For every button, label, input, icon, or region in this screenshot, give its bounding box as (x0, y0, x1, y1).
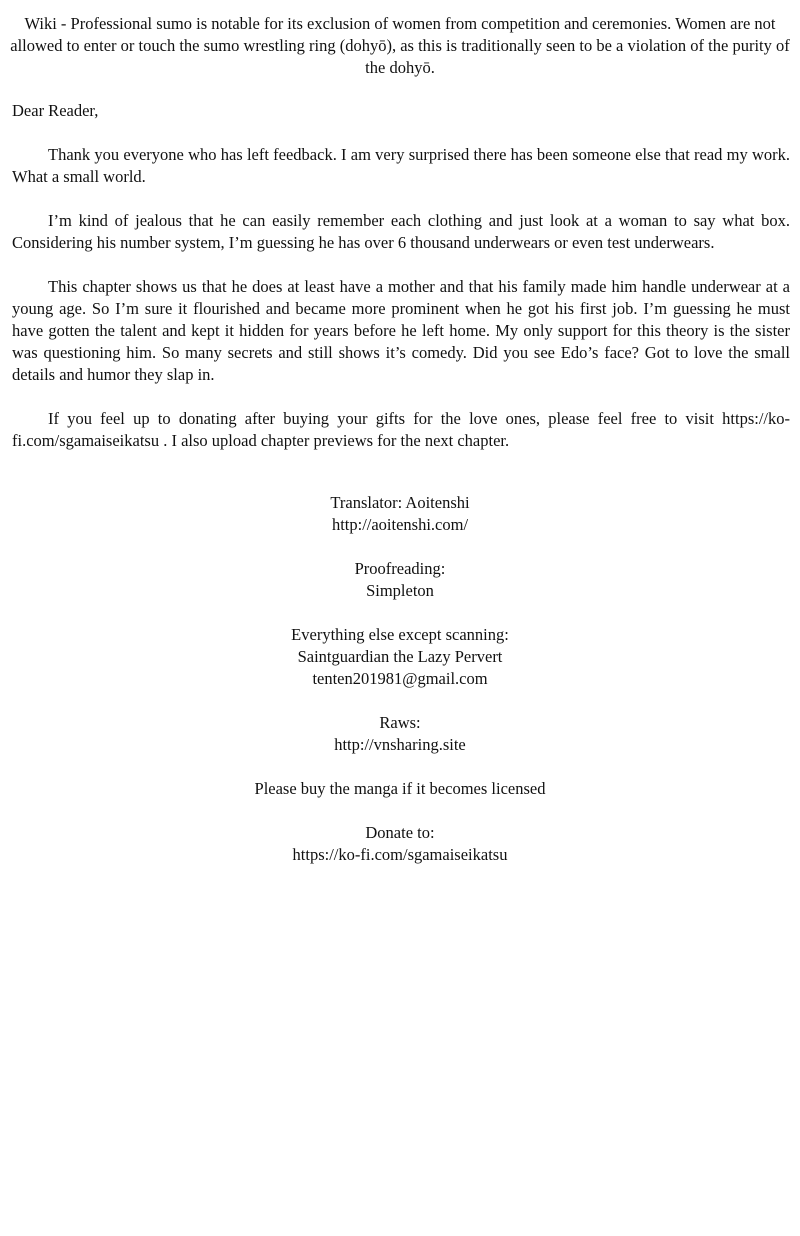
raws-credit (0, 712, 800, 756)
translator-site-link[interactable]: http://aoitenshi.com/ (331, 515, 469, 534)
letter-paragraph-donating: If you feel up to donating after buying your gifts for the love ones, please feel free to visit https://ko-fi.com/sgamaiseikatsu . I also upload chapter previews for the next chapter. (12, 409, 790, 450)
letter-paragraph-jealous: I’m kind of jealous that he can easily remember each clothing and just look at a woman to say what box. Considering his number system, I’m guessing he has over 6 thousand underwears or even test underwears. (12, 211, 790, 252)
license-note: Please buy the manga if it becomes licensed (254, 779, 546, 798)
everything-else-credit (0, 624, 800, 690)
letter-paragraph-chapter: This chapter shows us that he does at least have a mother and that his family made him handle underwear at a young age. So I’m sure it flourished and became more prominent when he got his first job. I’m guessing he must have gotten the talent and kept it hidden for years before he left home. My only support for this theory is the sister was questioning him. So many secrets and still shows it’s comedy. Did you see Edo’s face? Got to love the small details and humor they slap in. (12, 277, 790, 384)
translator-credit (0, 492, 800, 536)
letter-body (12, 100, 790, 474)
proofreading-credit (0, 558, 800, 602)
everything-else-label: Everything else except scanning: (291, 625, 509, 644)
proofreading-label: Proofreading: (354, 559, 446, 578)
contact-email[interactable]: tenten201981@gmail.com (312, 669, 488, 688)
donate-link[interactable]: https://ko-fi.com/sgamaiseikatsu (292, 845, 508, 864)
wiki-note: Wiki - Professional sumo is notable for its exclusion of women from competition and ceremonies. Women are not allowed to enter or touch the sumo wrestling ring (dohyō), as this is traditionally seen to be a violation of the purity of the dohyō. (10, 14, 790, 77)
raws-label: Raws: (379, 713, 421, 732)
donate-credit (0, 822, 800, 866)
everything-else-name: Saintguardian the Lazy Pervert (297, 647, 503, 666)
letter-paragraph-feedback: Thank you everyone who has left feedback. I am very surprised there has been someone else that read my work. What a small world. (12, 145, 790, 186)
proofreader-name: Simpleton (366, 581, 434, 600)
credits-section (0, 492, 800, 888)
donate-label: Donate to: (365, 823, 435, 842)
translator-label: Translator: Aoitenshi (330, 493, 470, 512)
salutation: Dear Reader, (12, 101, 99, 120)
raws-site-link[interactable]: http://vnsharing.site (334, 735, 466, 754)
license-note-block (0, 778, 800, 800)
